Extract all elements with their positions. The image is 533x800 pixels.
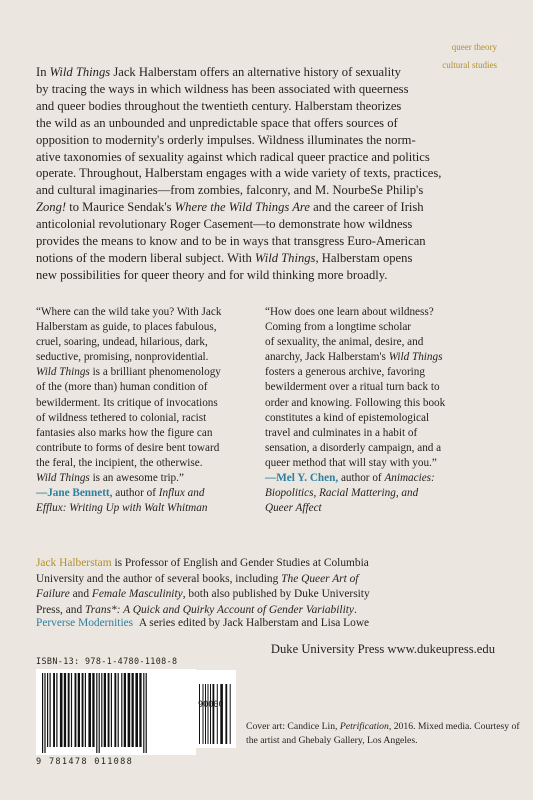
isbn-barcode [36,669,196,755]
text-line: constitutes a kind of epistemological [265,411,430,424]
endorser-credit: author of Animacies: [338,472,435,485]
quote-text [265,305,497,471]
text-line: opposition to modernity's orderly impulses. Wildness illuminates the norm- [36,132,416,147]
barcode-bar [230,684,231,744]
quote-attribution [36,486,246,501]
text-line: Wild Things is a brilliant phenomenology [36,366,221,379]
text-line: provides the means to know and to be in ways that transgress Euro-American [36,234,426,249]
barcode-bar [199,684,200,744]
barcode-bar [220,684,223,744]
italic-title: Female Masculinity [91,588,183,601]
text-line: cruel, soaring, undead, hilarious, dark, [36,336,208,349]
barcode-bar [99,673,100,753]
bio-first-line [36,556,496,572]
subject-tag: queer theory [451,42,497,52]
cover-art-credit [246,720,520,748]
barcode-bar [82,673,84,747]
barcode-bar [124,673,126,747]
publisher-line: Duke University Press www.dukeupress.edu [270,642,495,656]
barcode-bar [213,684,215,744]
barcode-bar [96,673,97,753]
author-name: Jack Halberstam [36,557,112,569]
italic-title: Failure [36,588,70,601]
text-line: by tracing the ways in which wildness has been associated with queerness [36,81,409,96]
barcode-bar [217,684,218,744]
text-line: Halberstam as guide, to places fabulous, [36,321,217,334]
text-line: Coming from a longtime scholar [265,321,412,334]
barcode-bar [64,673,66,747]
barcode-bar [50,673,51,747]
quote-attribution [265,471,497,486]
italic-title: Efflux: Writing Up with Walt Whitman [36,502,208,515]
endorser-credit: author of Influx and [112,487,205,500]
text-line: Wild Things is an awesome trip.” [36,472,184,485]
text-line: anticolonial revolutionary Roger Casement—to demonstrate how wildness [36,217,413,232]
series-editors: A series edited by Jack Halberstam and Lisa Lowe [138,617,370,629]
subject-tag: cultural studies [442,60,497,70]
barcode-bar [44,673,45,753]
series-note [36,617,369,629]
text-line: bewilderment. Its critique of invocations [36,396,218,409]
bio-line: University and the author of several books, including The Queer Art of [36,572,359,585]
barcode-bar [47,673,48,747]
italic-title: Zong! [36,200,67,215]
italic-title: The Queer Art of [281,572,359,585]
isbn-label: ISBN-13: 978-1-4780-1108-8 [36,656,178,666]
text-line: “Where can the wild take you? With Jack [36,306,222,318]
bio-line: Failure and Female Masculinity, both also published by Duke University [36,588,370,601]
barcode-bar [108,673,110,747]
barcode-bar [60,673,63,747]
barcode-bar [101,673,102,747]
barcode-bar [92,673,94,747]
barcode-bar [118,673,119,747]
barcode-bar [68,673,70,747]
quote-text [36,305,246,486]
endorser-credit-cont [265,486,497,501]
barcode-bar [143,673,144,753]
text-line: notions of the modern liberal subject. With Wild Things, Halberstam opens [36,250,413,265]
text-line: of wildness tethered to colonial, racist [36,411,207,424]
barcode-bar [205,684,206,744]
barcode-bar [225,684,227,744]
italic-title: Animacies: [384,472,435,485]
text-line: of sexuality, the animal, desire, and [265,336,424,349]
barcode-bar [104,673,106,747]
italic-title: Wild Things [388,351,443,364]
italic-title: Wild Things [254,250,316,265]
text-line: travel and culminates in a habit of [265,426,418,439]
barcode-bar [85,673,86,747]
italic-title: Wild Things [36,366,90,379]
barcode-bar [88,673,91,747]
endorser-credit-cont [265,501,497,516]
description-blurb [36,64,492,284]
barcode-bar [128,673,131,747]
italic-title: Where the Wild Things Are [174,200,310,215]
text-line: Cover art: Candice Lin, Petrification, 2016. Mixed media. Courtesy of [246,721,520,732]
series-name: Perverse Modernities [36,617,134,629]
barcode-number: 9 781478 011088 [36,757,134,767]
text-line: order and knowing. Following this book [265,396,446,409]
barcode-bar [132,673,134,747]
barcode-bar [139,673,141,747]
text-line: the feral, the incipient, the otherwise. [36,456,203,469]
bio-text: is Professor of English and Gender Studies at Columbia [111,557,369,569]
barcode-bar [111,673,112,747]
italic-title: Petrification [339,721,389,732]
endorser-name: —Jane Bennett, [36,487,113,500]
text-line: fantasies also marks how the figure can [36,426,213,439]
text-line: “How does one learn about wildness? [265,306,434,318]
text-line: of the (more than) human condition of [36,381,208,394]
text-line: Zong! to Maurice Sendak's Where the Wild Things Are and the career of Irish [36,200,424,215]
barcode-bar [71,673,72,747]
barcode-bar [78,673,80,747]
barcode-bar [146,673,147,753]
text-line: the wild as an unbounded and unpredictable space that offers sources of [36,115,398,130]
italic-title: Trans*: A Quick and Quirky Account of Gender Variability [85,604,354,617]
endorsement-quote-right [265,305,497,516]
author-bio [36,556,496,619]
text-line: operate. Throughout, Halberstam engages with a wide variety of texts, practices, [36,166,442,181]
endorsement-quote-left [36,305,246,516]
barcode-bar [42,673,43,753]
barcode-bar [56,673,57,747]
bio-line: Press, and Trans*: A Quick and Quirky Account of Gender Variability. [36,604,357,617]
italic-title: Biopolitics, Racial Mattering, and [265,487,419,500]
italic-title: Wild Things [49,65,111,79]
italic-title: Queer Affect [265,502,322,515]
text-line: the artist and Ghebaly Gallery, Los Angeles. [246,735,418,746]
text-line: In Wild Things Jack Halberstam offers an alternative history of sexuality [36,65,401,79]
text-line: bewilderment over a ritual turn back to [265,381,440,394]
barcode-bar [210,684,211,744]
text-line: contribute to forms of desire bent toward [36,441,220,454]
italic-title: Wild Things [36,472,90,485]
text-line: anarchy, Jack Halberstam's Wild Things [265,351,443,364]
price-code: 90000 [198,700,224,710]
italic-title: Influx and [158,487,205,500]
text-line: fosters a generous archive, favoring [265,366,425,379]
barcode-bar [203,684,204,744]
text-line: seductive, promising, nonprovidential. [36,351,209,364]
text-line: queer method that will stay with you.” [265,456,437,469]
barcode-bar [75,673,77,747]
barcode-block [36,656,226,776]
endorser-name: —Mel Y. Chen, [265,472,339,485]
text-line: new possibilities for queer theory and for wild thinking more broadly. [36,267,388,282]
barcode-bar [114,673,116,747]
text-line: sensation, a disorderly campaign, and a [265,441,442,454]
text-line: and cultural imaginaries—from zombies, falconry, and M. NourbeSe Philip's [36,183,424,198]
barcode-bar [135,673,138,747]
barcode-bar [121,673,122,747]
text-line: ative taxonomies of sexuality against which radical queer practice and politics [36,149,430,164]
text-line: and queer bodies throughout the twentieth century. Halberstam theorizes [36,98,402,113]
endorser-credit-cont [36,501,246,516]
barcode-bar [208,684,209,744]
barcode-bar [53,673,55,747]
